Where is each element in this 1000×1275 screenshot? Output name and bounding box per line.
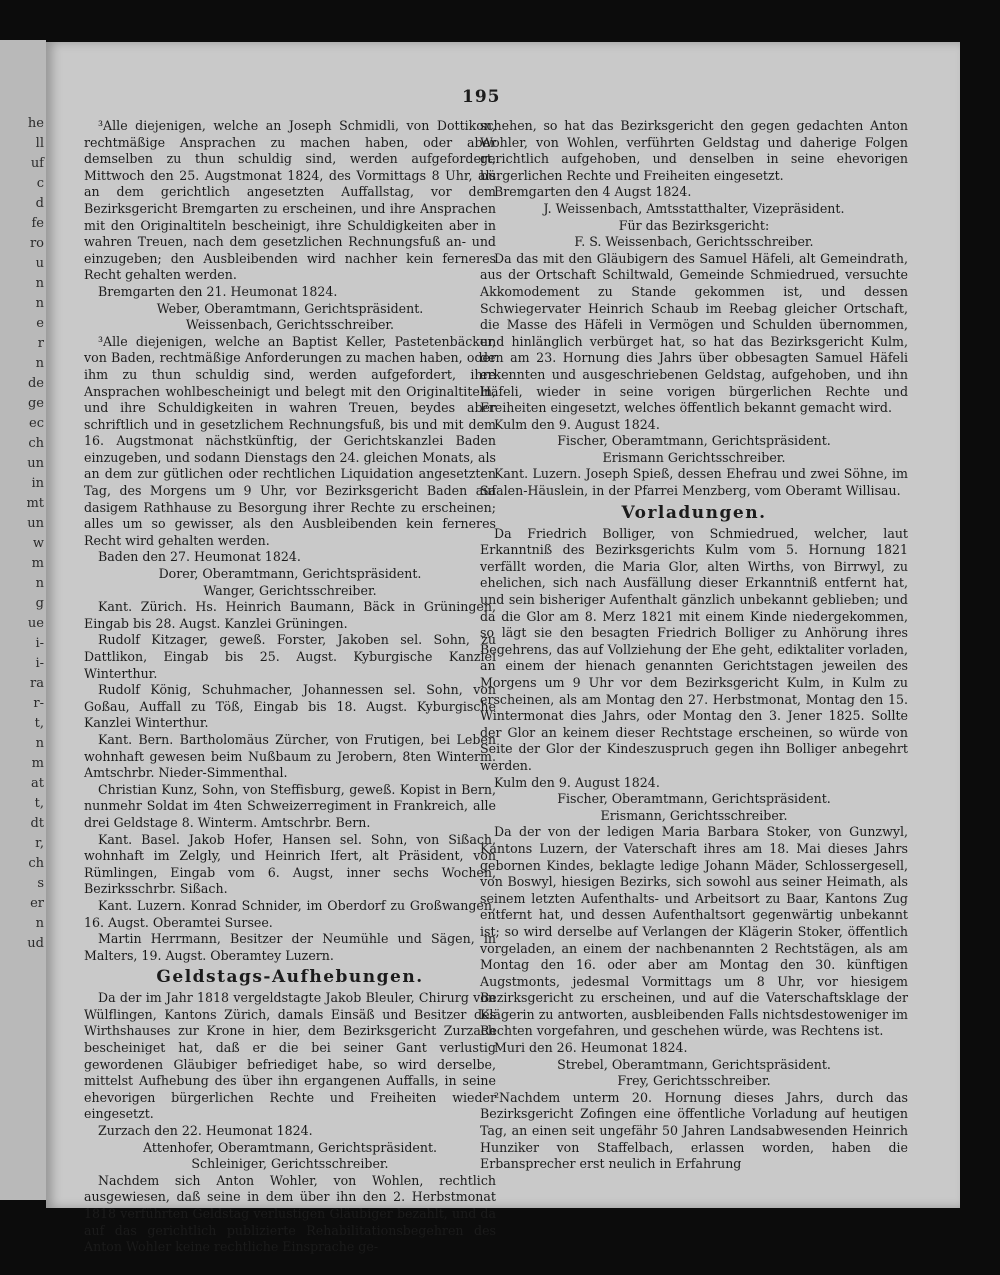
notice-paragraph: ³Alle diejenigen, welche an Joseph Schmidli, von Dottikon, rechtmäßige Ansprachen zu machen haben, oder aber demselben zu thun schuldig sind, werden aufgefordert, Mittwoch den 25. Augstmonat 1824, des Vormittags 8 Uhr, als an dem gerichtlich angesetzten Auffallstag, vor dem Bezirksgericht Bremgarten zu erscheinen, und ihre Ansprachen mit den Originaltiteln bescheinigt, ihre Schuldigkeiten aber in wahren Treuen, nach dem gesetzlichen Rechnungsfuß an- und einzugeben; den Ausbleibenden wird nachher kein ferneres Recht gehalten werden. bbox=[84, 118, 496, 283]
notice-signature: Für das Bezirksgericht: bbox=[618, 217, 770, 233]
notice-listing: Rudolf König, Schuhmacher, Johannessen sel. Sohn, von Goßau, Auffall zu Töß, Eingab bis 18. Augst. Kyburgische Kanzlei Winterthur. bbox=[84, 682, 496, 731]
notice-paragraph: ³Alle diejenigen, welche an Baptist Keller, Pastetenbäcker, von Baden, rechtmäßige Anforderungen zu machen haben, oder ihm zu thun schuldig sind, werden aufgefordert, ihre Ansprachen wohlbescheinigt und belegt mit den Originaltiteln, und ihre Schuldigkeiten in wahren Treuen, beydes aber schriftlich und in gesetzlichem Rechnungsfuß, bis und mit dem 16. Augstmonat nächstkünftig, der Gerichtskanzlei Baden einzugeben, und sodann Dienstags den 24. gleichen Monats, als an dem zur gütlichen oder rechtlichen Liquidation angesetzten Tag, des Morgens um 9 Uhr, vor Bezirksgericht Baden auf dasigem Rathhause zu Besorgung ihrer Rechte zu erscheinen; alles um so gewisser, als den Ausbleibenden kein ferneres Recht wird gehalten werden. bbox=[84, 333, 496, 548]
notice-signature: Attenhofer, Oberamtmann, Gerichtspräsident. bbox=[142, 1139, 438, 1155]
notice-paragraph: Da Friedrich Bolliger, von Schmiedrued, welcher, laut Erkanntniß des Bezirksgerichts Kulm vom 5. Hornung 1821 verfällt worden, die Maria Glor, alten Wirths, von Birrwyl, zu ehelichen, sich nach Ausfällung dieser Erkanntniß entfernt hat, und sein bisheriger Aufenthalt gänzlich unbekannt geblieben; und da die Glor am 8. Merz 1821 mit einem Kinde niedergekommen, so lägt sie den besagten Friedrich Bolliger zu Anhörung ihres Begehrens, das auf Vollziehung der Ehe geht, ediktaliter vorladen, an einem der hienach genannten Gerichtstagen jeweilen des Morgens um 9 Uhr vor dem Bezirksgericht Kulm, in Kulm zu erscheinen, als am Montag den 27. Herbstmonat, Montag den 15. Wintermonat dies Jahrs, oder Montag den 3. Jener 1825. Sollte der Glor an keinem dieser Rechtstage erscheinen, so würde von Seite der Glor der Kindeszuspruch gegen ihn Bolliger anbegehrt werden. bbox=[480, 525, 908, 773]
right-column bbox=[480, 118, 908, 1173]
left-column bbox=[84, 118, 496, 1256]
notice-date: Kulm den 9. August 1824. bbox=[494, 774, 660, 790]
notice-signature: Strebel, Oberamtmann, Gerichtspräsident. bbox=[557, 1056, 831, 1072]
notice-date: Baden den 27. Heumonat 1824. bbox=[98, 549, 301, 565]
notice-signature: Frey, Gerichtsschreiber. bbox=[617, 1073, 771, 1089]
notice-date: Bremgarten den 21. Heumonat 1824. bbox=[98, 283, 338, 299]
notice-signature: Wanger, Gerichtsschreiber. bbox=[203, 582, 377, 598]
notice-signature: Schleiniger, Gerichtsschreiber. bbox=[191, 1156, 389, 1172]
notice-listing: Kant. Luzern. Konrad Schnider, im Oberdorf zu Großwangen, 16. Augst. Oberamtei Sursee. bbox=[84, 897, 496, 930]
notice-listing: Martin Herrmann, Besitzer der Neumühle und Sägen, in Malters, 19. Augst. Oberamtey Luzern. bbox=[84, 931, 496, 963]
notice-listing: Kant. Zürich. Hs. Heinrich Baumann, Bäck in Grüningen, Eingab bis 28. Augst. Kanzlei Grüningen. bbox=[84, 599, 496, 631]
notice-signature: Fischer, Oberamtmann, Gerichtspräsident. bbox=[557, 791, 831, 807]
notice-signature: Weber, Oberamtmann, Gerichtspräsident. bbox=[156, 300, 424, 316]
notice-paragraph: Da der von der ledigen Maria Barbara Stoker, von Gunzwyl, Kantons Luzern, der Vaterschaft ihres am 18. Mai dieses Jahrs gebornen Kindes, beklagte ledige Johann Mäder, Schlossergesell, von Boswyl, hiesigen Bezirks, sich sowohl aus seiner Heimath, als seinem letzten Aufenthalts- und Arbeitsort zu Baar, Kantons Zug entfernt hat, und dessen Aufenthaltsort gegenwärtig unbekannt ist; so wird derselbe auf Verlangen der Klägerin Stoker, öffentlich vorgeladen, an einem der nachbenannten 2 Rechtstägen, als am Montag den 16. oder aber am Montag den 30. künftigen Augstmonts, jedesmal Vormittags um 8 Uhr, vor hiesigem Bezirksgericht zu erscheinen, und auf die Vaterschaftsklage der Klägerin zu antworten, ausbleibenden Falls nichtsdestoweniger im Rechten vorgefahren, und geschehen würde, was Rechtens ist. bbox=[480, 824, 908, 1039]
notice-signature: Dorer, Oberamtmann, Gerichtspräsident. bbox=[158, 566, 422, 582]
notice-listing: Kant. Luzern. Joseph Spieß, dessen Ehefrau und zwei Söhne, im Saalen-Häuslein, in der Pfarrei Menzberg, vom Oberamt Willisau. bbox=[480, 466, 908, 499]
notice-date: Kulm den 9. August 1824. bbox=[494, 416, 660, 432]
notice-signature: Weissenbach, Gerichtsschreiber. bbox=[185, 317, 395, 333]
notice-listing: Christian Kunz, Sohn, von Steffisburg, geweß. Kopist in Bern, nunmehr Soldat im 4ten Schweizerregiment in Frankreich, alle drei Geldstage 8. Winterm. Amtschrbr. Bern. bbox=[84, 781, 496, 830]
notice-listing: Kant. Basel. Jakob Hofer, Hansen sel. Sohn, von Sißach, wohnhaft im Zelgly, und Heinrich Ifert, alt Präsident, von Rümlingen, Eingab vom 6. Augst, inner sechs Wochen, Bezirksschrbr. Sißach. bbox=[84, 831, 496, 897]
notice-signature: F. S. Weissenbach, Gerichtsschreiber. bbox=[574, 234, 814, 250]
page-number: 195 bbox=[462, 87, 501, 107]
section-heading: Geldstags-Aufhebungen. bbox=[156, 967, 424, 988]
notice-date: Bremgarten den 4 Augst 1824. bbox=[494, 184, 692, 200]
notice-paragraph: schehen, so hat das Bezirksgericht den gegen gedachten Anton Wohler, von Wohlen, verführten Geldstag und daherige Folgen gerichtlich aufgehoben, und denselben in seine ehevorigen bürgerlichen Rechte und Freiheiten eingesetzt. bbox=[480, 118, 908, 183]
notice-date: Zurzach den 22. Heumonat 1824. bbox=[98, 1123, 313, 1139]
notice-signature: Erismann Gerichtsschreiber. bbox=[602, 449, 786, 465]
notice-signature: Fischer, Oberamtmann, Gerichtspräsident. bbox=[557, 433, 831, 449]
notice-date: Muri den 26. Heumonat 1824. bbox=[494, 1040, 688, 1056]
notice-paragraph: Da der im Jahr 1818 vergeldstagte Jakob Bleuler, Chirurg von Wülflingen, Kantons Zürich, damals Einsäß und Besitzer des Wirthshauses zur Krone in hier, dem Bezirksgericht Zurzach bescheiniget hat, daß er die bei seiner Gant verlustig gewordenen Gläubiger befriediget habe, so wird derselbe, mittelst Aufhebung des über ihn ergangenen Auffalls, in seine ehevorigen bürgerlichen Rechte und Freiheiten wieder eingesetzt. bbox=[84, 990, 496, 1122]
newspaper-page bbox=[46, 42, 960, 1255]
notice-paragraph: Nachdem sich Anton Wohler, von Wohlen, rechtlich ausgewiesen, daß seine in dem über ihn den 2. Herbstmonat 1818 verführten Geldstag verlustigen Gläubiger bezahlt, und da auf das gerichtlich publizierte Rehabilitationsbegehren des Anton Wohler keine rechtliche Einsprache ge- bbox=[84, 1172, 496, 1255]
notice-signature: Erismann, Gerichtsschreiber. bbox=[600, 807, 788, 823]
notice-paragraph: ²Nachdem unterm 20. Hornung dieses Jahrs, durch das Bezirksgericht Zofingen eine öffentliche Vorladung auf heutigen Tag, an einen seit ungefähr 50 Jahren Landsabwesenden Heinrich Hunziker von Staffelbach, erlassen worden, haben die Erbansprecher erst neulich in Erfahrung bbox=[480, 1089, 908, 1172]
previous-page-text: he ll uf c d fe ro u n n e r n de ge ec ch un in mt un w m n g ue i- i- ra r- t, n m at t, dt r, ch s er n ud bbox=[26, 116, 44, 951]
previous-page-edge bbox=[0, 40, 46, 1200]
notice-listing: Kant. Bern. Bartholomäus Zürcher, von Frutigen, bei Leben wohnhaft gewesen beim Nußbaum zu Jerobern, 8ten Winterm. Amtschrbr. Nieder-Simmenthal. bbox=[84, 731, 496, 781]
section-heading: Vorladungen. bbox=[621, 502, 767, 523]
notice-paragraph: Da das mit den Gläubigern des Samuel Häfeli, alt Gemeindrath, aus der Ortschaft Schiltwald, Gemeinde Schmiedrued, versuchte Akkomodement zu Stande gekommen ist, und dessen Schwiegervater Heinrich Schaub im Reebag gleicher Ortschaft, die Masse des Häfeli in Vermögen und Schulden übernommen, und hinlänglich verbürget hat, so hat das Bezirksgericht Kulm, den am 23. Hornung dies Jahrs über obbesagten Samuel Häfeli erkennten und ausgeschriebenen Geldstag, aufgehoben, und ihn Häfeli, wieder in seine vorigen bürgerlichen Rechte und Freiheiten eingesetzt, welches öffentlich bekannt gemacht wird. bbox=[480, 250, 908, 416]
notice-signature: J. Weissenbach, Amtsstatthalter, Vizepräsident. bbox=[543, 200, 845, 216]
notice-listing: Rudolf Kitzager, geweß. Forster, Jakoben sel. Sohn, zu Dattlikon, Eingab bis 25. Augst. Kyburgische Kanzlei Winterthur. bbox=[84, 632, 496, 681]
